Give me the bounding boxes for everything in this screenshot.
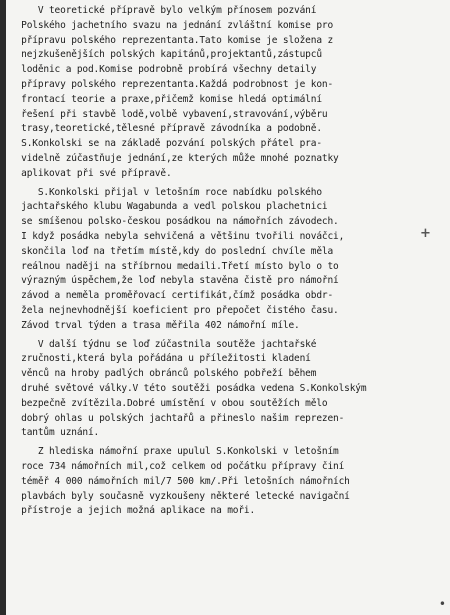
text-line: závod a neměla proměřovací certifikát,čímž posádka obdr- xyxy=(10,290,334,302)
document-body xyxy=(10,4,442,519)
text-line: reálnou naději na stříbrnou medaili.Třetí místo bylo o to xyxy=(10,260,339,272)
text-line: Z hlediska námořní praxe upulul S.Konkolski v letošním xyxy=(10,446,339,458)
text-line: S.Konkolski přijal v letošním roce nabídku polského xyxy=(10,186,322,198)
text-line: přípravu polského reprezentanta.Tato komise je složena z xyxy=(10,34,334,46)
text-line: bezpečně zvítězila.Dobré umístění v obou soutěžích mělo xyxy=(10,397,328,409)
margin-cross-mark: + xyxy=(420,226,431,241)
text-line: výrazným úspěchem,že loď nebyla stavěna čistě pro námořní xyxy=(10,275,339,287)
text-line: plavbách byly současně vyzkoušeny některé letecké navigační xyxy=(10,490,350,502)
text-line: řešení při stavbě lodě,volbě vybavení,stravování,výběru xyxy=(10,108,328,120)
page-corner-dot: • xyxy=(438,597,446,611)
text-line: téměř 4 000 námořních mil/7 500 km/.Při letošních námořních xyxy=(10,475,350,487)
text-line: aplikovat při své přípravě. xyxy=(10,167,172,179)
text-line: nejzkušenějších polských kapitánů,projektantů,zástupců xyxy=(10,49,322,61)
text-line: přístroje a jejich možná aplikace na moři. xyxy=(10,505,256,517)
text-line: roce 734 námořních mil,což celkem od počátku přípravy činí xyxy=(10,460,345,472)
text-line: se smíšenou polsko-českou posádkou na námořních závodech. xyxy=(10,216,339,228)
text-line: Závod trval týden a trasa měřila 402 námořní míle. xyxy=(10,319,300,331)
text-line: přípravy polského reprezentanta.Každá podrobnost je kon- xyxy=(10,78,334,90)
text-line: trasy,teoretické,tělesné přípravě závodníka a podobně. xyxy=(10,123,322,135)
text-line: V další týdnu se loď zúčastnila soutěže jachtařské xyxy=(10,338,317,350)
text-line: zručnosti,která byla pořádána u příležitosti kladení xyxy=(10,353,311,365)
text-line: žela nejnevhodnější koeficient pro přepočet čistého času. xyxy=(10,304,339,316)
text-line: frontací teorie a praxe,přičemž komise hledá optimální xyxy=(10,93,322,105)
text-line: S.Konkolski se na základě pozvání polských přátel pra- xyxy=(10,138,322,150)
text-line: Polského jachetního svazu na jednání zvláštní komise pro xyxy=(10,19,334,31)
text-line: dobrý ohlas u polských jachtařů a přineslo našim reprezen- xyxy=(10,412,345,424)
text-line: věnců na hroby padlých obránců polského pobřeží během xyxy=(10,368,317,380)
text-line: loděnic a pod.Komise podrobně probírá všechny detaily xyxy=(10,64,317,76)
text-line: I když posádka nebyla sehvičená a většinu tvořili nováčci, xyxy=(10,230,345,242)
text-line: druhé světové války.V této soutěži posádka vedena S.Konkolským xyxy=(10,382,367,394)
text-line: tantům uznání. xyxy=(10,427,100,439)
page-edge-shadow xyxy=(0,0,6,615)
text-line: jachtařského klubu Wagabunda a vedl polskou plachetnici xyxy=(10,201,328,213)
text-line: videlně zúčastňuje jednání,ze kterých může mnohé poznatky xyxy=(10,152,339,164)
text-line: V teoretické přípravě bylo velkým přínosem pozvání xyxy=(10,5,317,16)
text-line: skončila loď na třetím místě,kdy do poslední chvíle měla xyxy=(10,245,334,257)
